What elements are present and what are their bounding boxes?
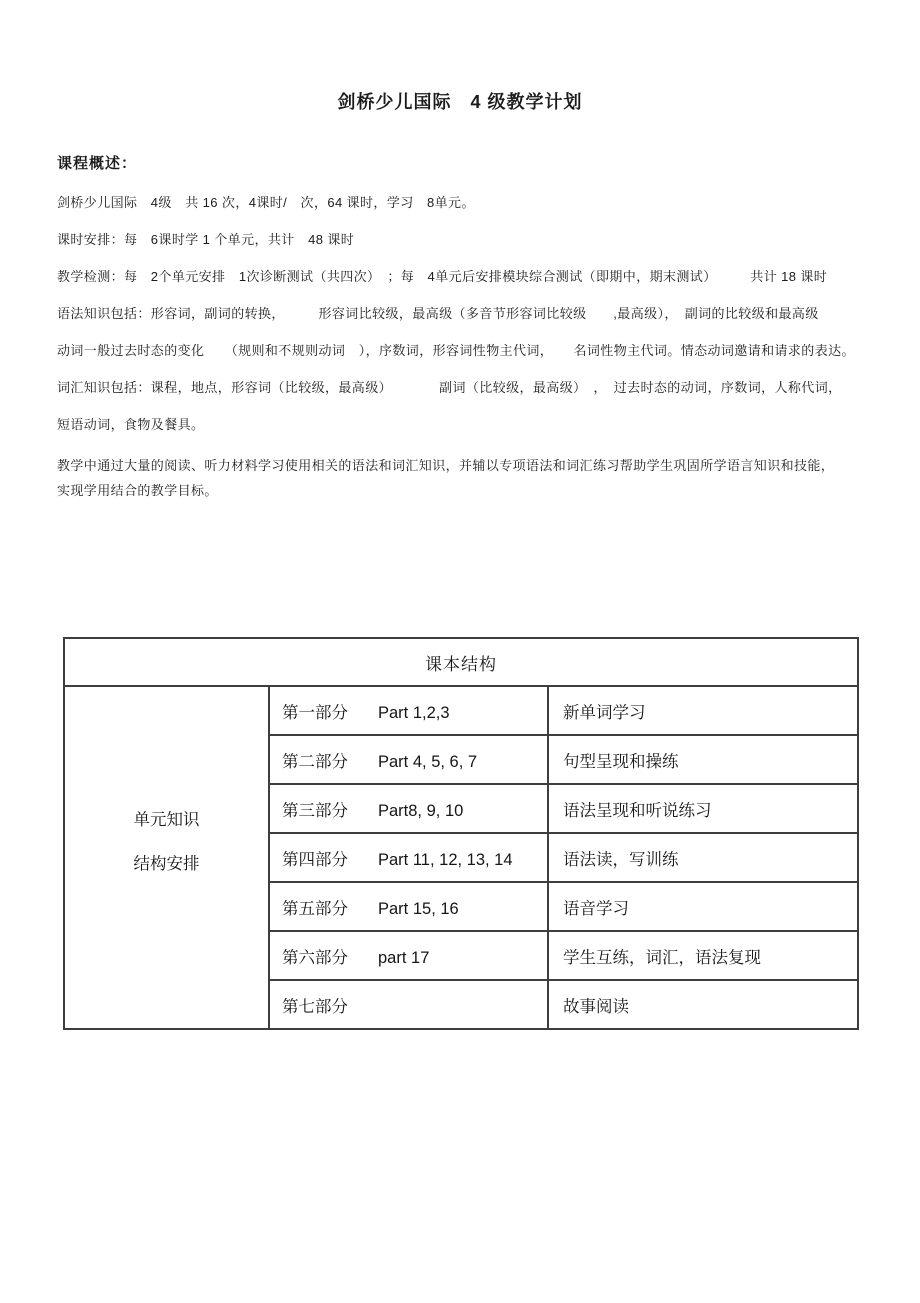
textbook-structure-table <box>63 637 859 1030</box>
desc-cell: 故事阅读 <box>548 980 858 1029</box>
desc-cell: 学生互练，词汇，语法复现 <box>548 931 858 980</box>
part-cell <box>269 882 548 931</box>
overview-section <box>57 194 867 503</box>
overview-heading: 课程概述： <box>57 155 138 172</box>
overview-paragraph: 课时安排：每 6课时学 1 个单元，共计 48 课时 <box>57 232 355 247</box>
desc-cell: 语音学习 <box>548 882 858 931</box>
overview-paragraph: 词汇知识包括：课程，地点，形容词（比较级，最高级） 副词（比较级，最高级） ， 过去时态的动词，序数词，人称代词， <box>57 380 842 395</box>
table-side-label <box>64 686 269 1029</box>
part-cell <box>269 735 548 784</box>
part-label: 第五部分 <box>282 899 348 918</box>
table-title: 课本结构 <box>64 638 858 686</box>
part-cell <box>269 980 548 1029</box>
part-range: Part 4, 5, 6, 7 <box>378 752 478 771</box>
part-range: Part 15, 16 <box>378 899 459 918</box>
desc-cell: 句型呈现和操练 <box>548 735 858 784</box>
part-cell <box>269 686 548 735</box>
part-cell <box>269 784 548 833</box>
part-label: 第六部分 <box>282 948 348 967</box>
part-label: 第一部分 <box>282 703 348 722</box>
part-range: Part8, 9, 10 <box>378 801 464 820</box>
overview-paragraph: 教学检测：每 2个单元安排 1次诊断测试（共四次） ；每 4单元后安排模块综合测试（即期中，期末测试） 共计 18 课时 <box>57 269 828 284</box>
part-cell <box>269 931 548 980</box>
part-range: part 17 <box>378 948 430 967</box>
part-range: Part 11, 12, 13, 14 <box>378 850 513 869</box>
overview-paragraph: 语法知识包括：形容词，副词的转换， 形容词比较级，最高级（多音节形容词比较级 ,最高级）， 副词的比较级和最高级 <box>57 306 819 321</box>
part-label: 第七部分 <box>282 997 348 1016</box>
part-range: Part 1,2,3 <box>378 703 450 722</box>
overview-paragraph: 短语动词，食物及餐具。 <box>57 417 205 432</box>
part-cell <box>269 833 548 882</box>
page-title: 剑桥少儿国际 4 级教学计划 <box>337 92 583 112</box>
table-row <box>64 686 858 735</box>
part-label: 第四部分 <box>282 850 348 869</box>
overview-paragraph: 动词一般过去时态的变化 （规则和不规则动词 ），序数词，形容词性物主代词， 名词性物主代词。情态动词邀请和请求的表达。 <box>57 343 855 358</box>
side-label-line: 单元知识 <box>133 810 200 829</box>
part-label: 第三部分 <box>282 801 348 820</box>
overview-closing-paragraph <box>57 453 867 503</box>
part-label: 第二部分 <box>282 752 348 771</box>
desc-cell: 语法读，写训练 <box>548 833 858 882</box>
desc-cell: 语法呈现和听说练习 <box>548 784 858 833</box>
closing-line: 实现学用结合的教学目标。 <box>57 483 218 498</box>
overview-paragraph: 剑桥少儿国际 4级 共 16 次，4课时/ 次，64 课时，学习 8单元。 <box>57 195 475 210</box>
table-title-row <box>64 638 858 686</box>
desc-cell: 新单词学习 <box>548 686 858 735</box>
side-label-line: 结构安排 <box>133 854 200 873</box>
closing-line: 教学中通过大量的阅读、听力材料学习使用相关的语法和词汇知识，并辅以专项语法和词汇练习帮助学生巩固所学语言知识和技能， <box>57 458 835 473</box>
